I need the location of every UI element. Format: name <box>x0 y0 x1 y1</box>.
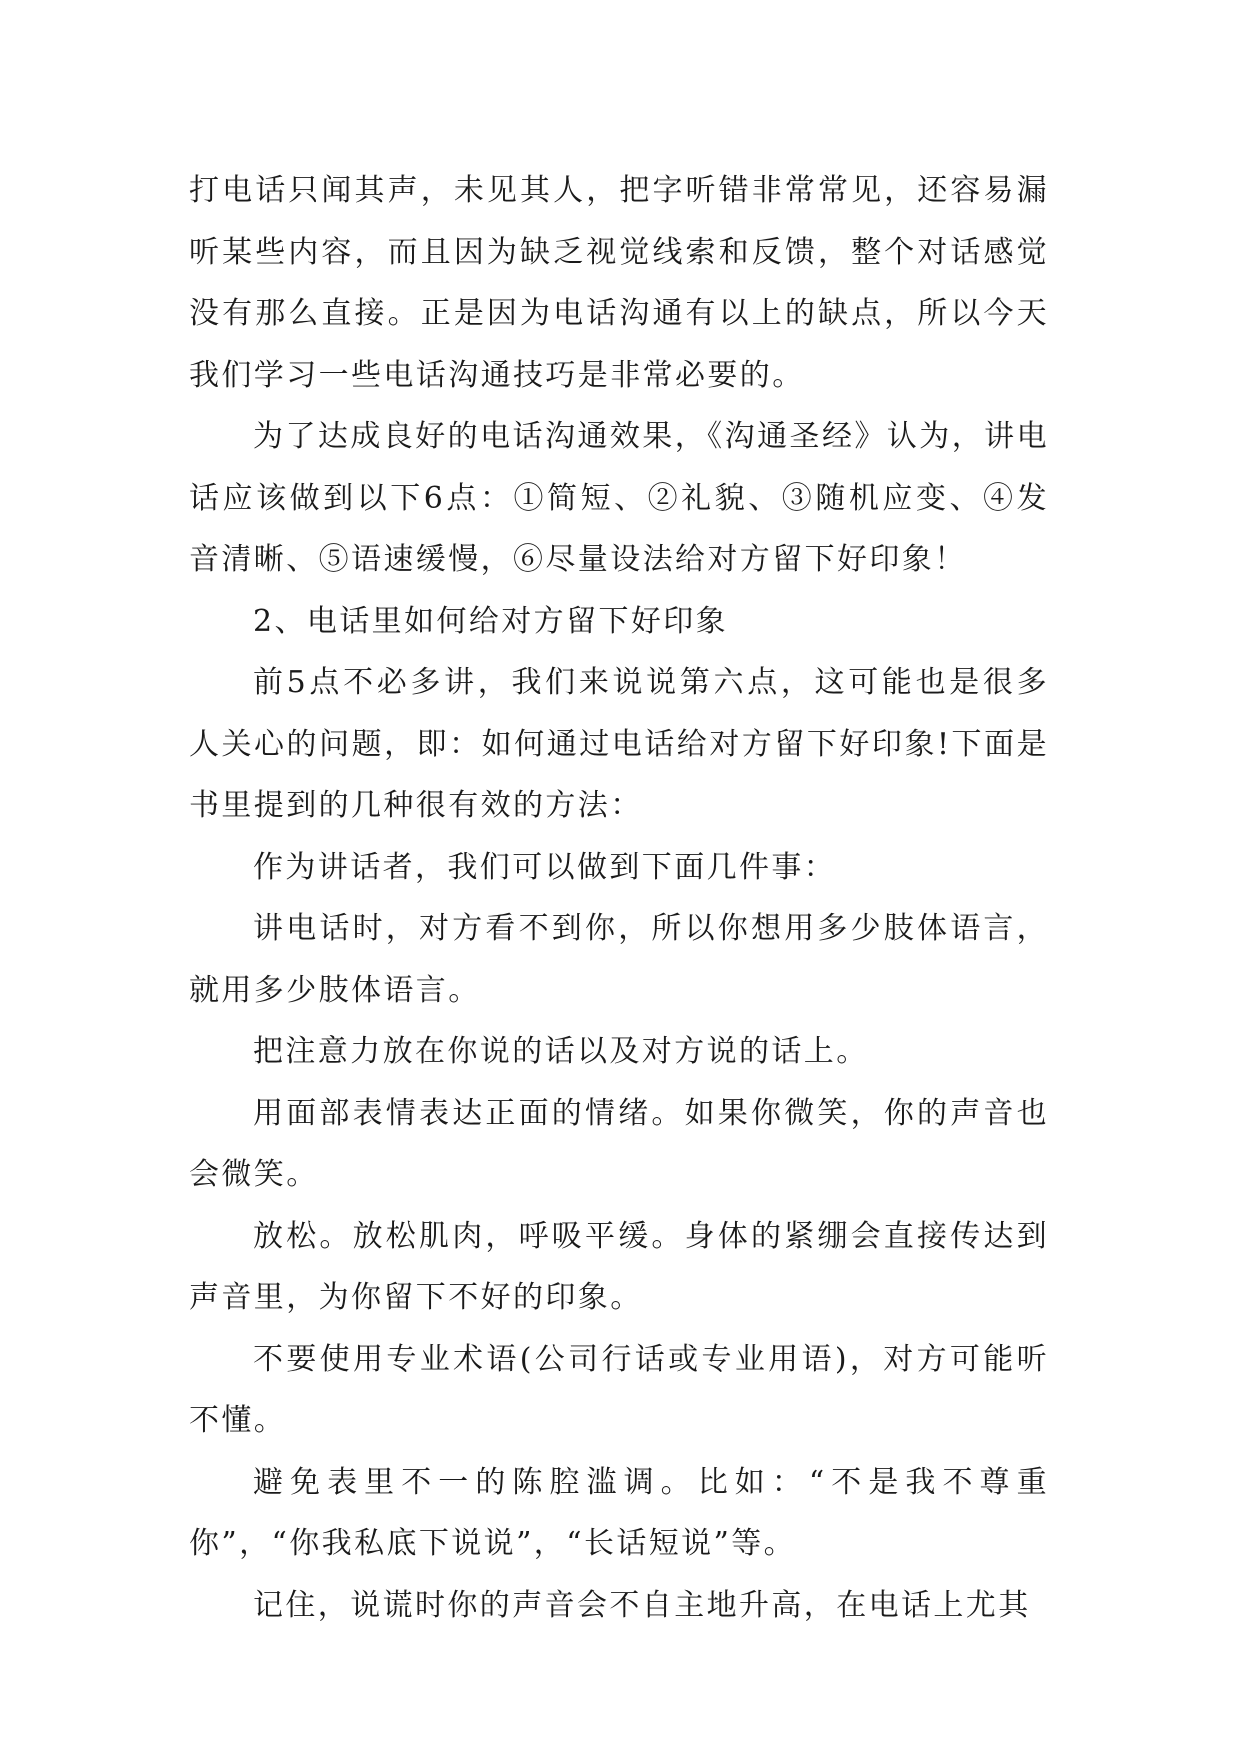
paragraph: 把注意力放在你说的话以及对方说的话上。 <box>253 1034 869 1069</box>
paragraph: 放松。放松肌肉，呼吸平缓。身体的紧绷会直接传达到声音里，为你留下不好的印象。 <box>189 1218 1049 1315</box>
paragraph: 记住，说谎时你的声音会不自主地升高，在电话上尤其 <box>253 1587 1031 1623</box>
paragraph: 打电话只闻其声，未见其人，把字听错非常常见，还容易漏听某些内容，而且因为缺乏视觉线索和反馈，整个对话感觉没有那么直接。正是因为电话沟通有以上的缺点，所以今天我们学习一些电话沟通技巧是非常必要的。 <box>189 173 1049 393</box>
paragraph: 不要使用专业术语(公司行话或专业用语)，对方可能听不懂。 <box>189 1341 1049 1438</box>
document-body <box>189 160 1049 1636</box>
paragraph: 讲电话时，对方看不到你，所以你想用多少肢体语言，就用多少肢体语言。 <box>189 911 1049 1008</box>
paragraph: 作为讲话者，我们可以做到下面几件事： <box>253 849 837 885</box>
paragraph: 为了达成良好的电话沟通效果，《沟通圣经》认为，讲电话应该做到以下6点：①简短、②礼貌、③随机应变、④发音清晰、⑤语速缓慢，⑥尽量设法给对方留下好印象！ <box>189 419 1049 577</box>
paragraph: 用面部表情表达正面的情绪。如果你微笑，你的声音也会微笑。 <box>189 1095 1049 1192</box>
section-heading: 2、电话里如何给对方留下好印象 <box>253 603 729 639</box>
paragraph: 前5点不必多讲，我们来说说第六点，这可能也是很多人关心的问题，即：如何通过电话给对方留下好印象!下面是书里提到的几种很有效的方法： <box>189 665 1049 823</box>
paragraph: 避免表里不一的陈腔滥调。比如：“不是我不尊重你”，“你我私底下说说”，“长话短说”等。 <box>189 1464 1049 1561</box>
